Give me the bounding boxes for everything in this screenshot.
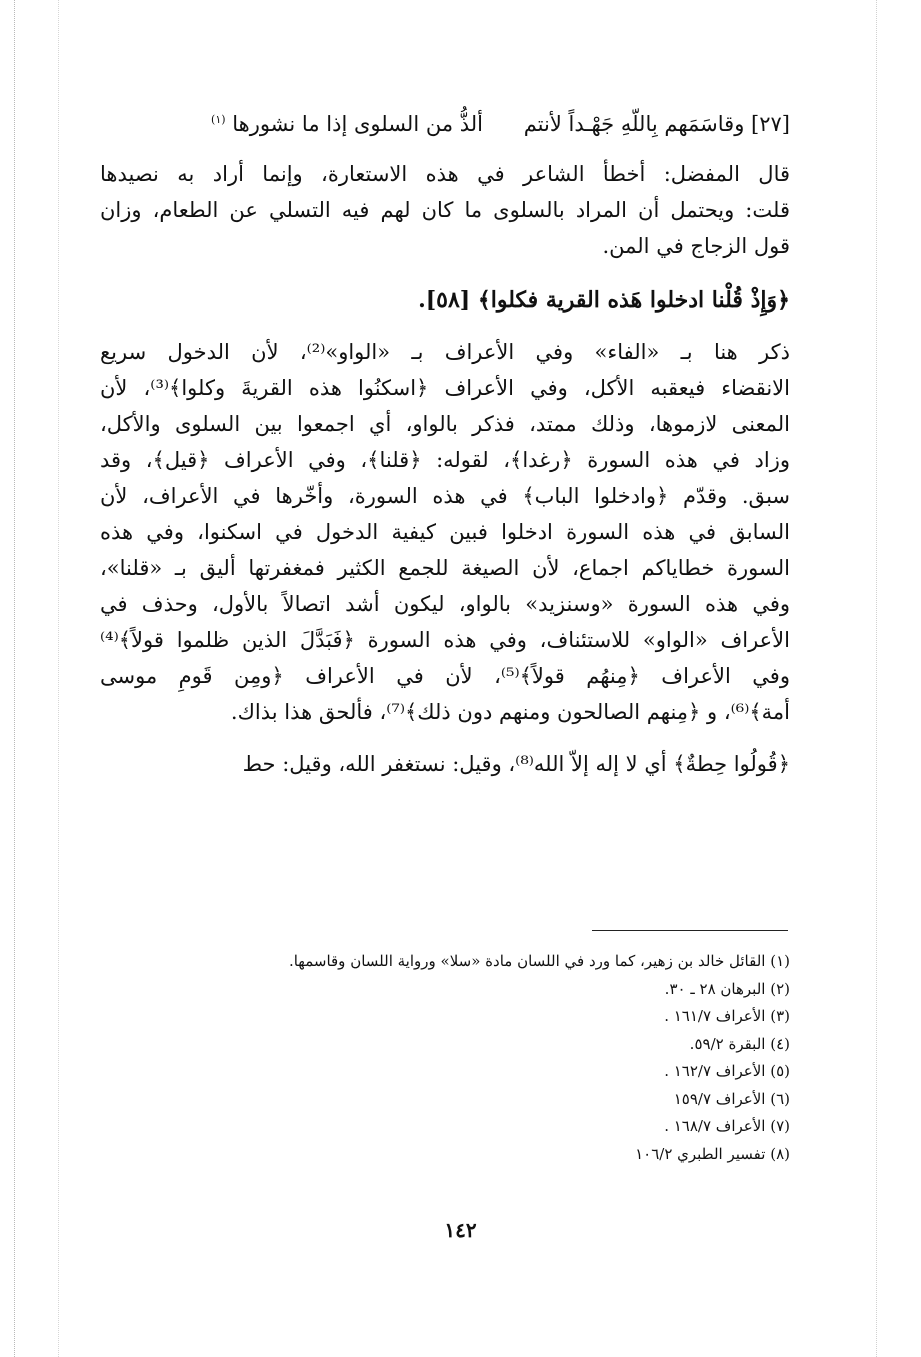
footnote: (٢) البرهان ٢٨ ـ ٣٠. [664, 979, 790, 998]
body-line: سبق. وقدّم ﴿وادخلوا الباب﴾ في هذه السورة، وأخّرها في الأعراف، لأن [100, 484, 790, 508]
footnote: (٦) الأعراف ١٥٩/٧ [673, 1089, 790, 1108]
footnote: (٥) الأعراف ١٦٢/٧ . [664, 1062, 790, 1080]
body-line: وفي هذه السورة «وسنزيد» بالواو، ليكون أشد اتصالاً بالأول، وحذف في [100, 592, 790, 616]
commentary-line: قول الزجاج في المن. [602, 234, 790, 258]
poem-verse [100, 100, 790, 144]
commentary-line: قلت: ويحتمل أن المراد بالسلوى ما كان لهم فيه التسلي عن الطعام، وزان [100, 198, 790, 222]
quran-verse-heading: ﴿وَإِذْ قُلْنا ادخلوا هَذه القرية فكلوا﴾ [٥٨]. [418, 287, 790, 313]
body-line: الانقضاء فيعقبه الأكل، وفي الأعراف ﴿اسكنُوا هذه القريةَ وكلوا﴾⁽³⁾، لأن [100, 376, 790, 400]
footnote: (٨) تفسير الطبري ١٠٦/٢ [635, 1144, 790, 1163]
footnotes [100, 948, 790, 1168]
scan-edge-left [14, 0, 15, 1357]
body-line: المعنى لازموها، وذلك ممتد، فذكر بالواو، أي اجمعوا بين السلوى والأكل، [100, 412, 790, 436]
body-line: وزاد في هذه السورة ﴿رغدا﴾، لقوله: ﴿قلنا﴾، وفي الأعراف ﴿قيل﴾، وقد [100, 448, 790, 472]
footnote: (٤) البقرة ٥٩/٢. [689, 1034, 790, 1053]
footnote: (٧) الأعراف ١٦٨/٧ . [664, 1117, 790, 1135]
page-number: ١٤٢ [444, 1218, 477, 1242]
footnote: (١) القائل خالد بن زهير، كما ورد في اللسان مادة «سلا» ورواية اللسان وقاسمها. [288, 952, 790, 970]
verse-number: [٢٧] [751, 112, 790, 136]
qawlu-hittatun-line: ﴿قُولُوا حِطةٌ﴾ أي لا إله إلاّ الله⁽⁸⁾، وقيل: نستغفر الله، وقيل: حط [242, 752, 790, 776]
body-line: أمة﴾⁽⁶⁾، و ﴿مِنهم الصالحون ومنهم دون ذلك﴾⁽⁷⁾، فألحق هذا بذاك. [230, 700, 790, 724]
verse-hemistich-1: وقاسَمَهم بِاللّهِ جَهْـداً لأنتم [523, 112, 745, 136]
footnote: (٣) الأعراف ١٦١/٧ . [664, 1007, 790, 1025]
footnote-separator [592, 930, 788, 931]
footnote-ref-1: (١) [211, 113, 226, 126]
main-paragraph [100, 334, 790, 730]
commentary-line: قال المفضل: أخطأ الشاعر في هذه الاستعارة، وإنما أراد به نصيدها [100, 162, 790, 186]
page-body [100, 100, 790, 782]
scan-edge-right [876, 0, 877, 1357]
body-line: ذكر هنا بـ «الفاء» وفي الأعراف بـ «الواو»⁽²⁾، لأن الدخول سريع [100, 340, 790, 364]
scan-edge-left-inner [58, 0, 59, 1357]
body-line: السورة خطاياكم اجماع، لأن الصيغة للجمع الكثير فمغفرتها أليق بـ «قلنا»، [100, 556, 790, 580]
body-line: الأعراف «الواو» للاستئناف، وفي هذه السورة ﴿فَبَدَّلَ الذين ظلموا قولاً﴾⁽⁴⁾ [100, 628, 790, 652]
body-line: وفي الأعراف ﴿مِنهُم قولاً﴾⁽⁵⁾، لأن في الأعراف ﴿ومِن قَومِ موسى [100, 664, 790, 688]
commentary-paragraph [100, 156, 790, 264]
verse-hemistich-2: ألذُّ من السلوى إذا ما نشورها [232, 112, 483, 136]
body-line: السابق في هذه السورة ادخلوا فبين كيفية الدخول في اسكنوا، وفي هذه [100, 520, 790, 544]
